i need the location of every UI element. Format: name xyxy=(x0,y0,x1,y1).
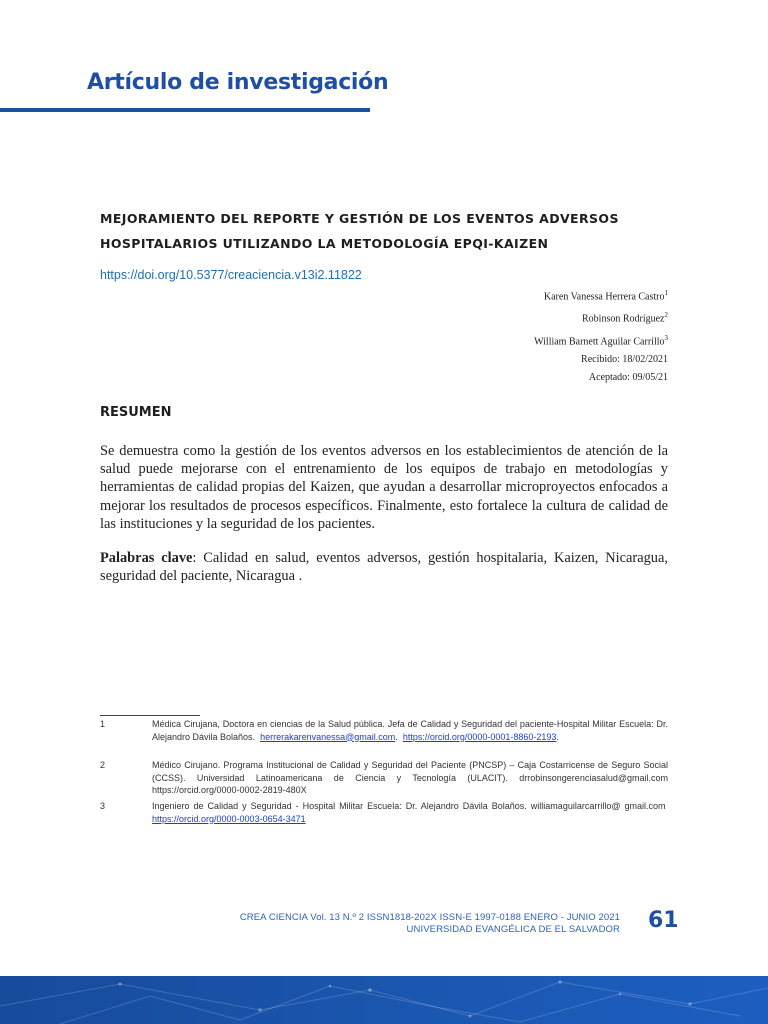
footnote-2: 2 Médico Cirujano. Programa Institucional de Calidad y Seguridad del Paciente (PNCSP) – Caja Costarricense de Seguro Social (CCSS). Universidad Latinoamericana de Ciencia y Tecnología (ULACIT). drrobinsongerenciasalud@gmail.com https://orcid.org/0000-0002-2819-480X xyxy=(100,760,668,795)
footer-band xyxy=(0,976,768,1024)
article-title-line-1: MEJORAMIENTO DEL REPORTE Y GESTIÓN DE LOS EVENTOS ADVERSOS xyxy=(100,211,619,226)
network-pattern-decoration xyxy=(0,976,768,1024)
accepted-date: Aceptado: 09/05/21 xyxy=(588,371,668,383)
page-number: 61 xyxy=(648,908,679,933)
doi-link[interactable]: https://doi.org/10.5377/creaciencia.v13i2.11822 xyxy=(100,268,362,282)
received-date: Recibido: 18/02/2021 xyxy=(581,353,668,365)
article-title xyxy=(100,206,660,256)
article-title-line-2: HOSPITALARIOS UTILIZANDO LA METODOLOGÍA EPQI-KAIZEN xyxy=(100,236,549,251)
footnote-3-orcid-link[interactable]: https://orcid.org/0000-0003-0654-3471 xyxy=(152,813,306,824)
keywords-label: Palabras clave xyxy=(100,550,193,566)
abstract-text: Se demuestra como la gestión de los eventos adversos en los establecimientos de atención de la salud puede mejorarse con el entrenamiento de los equipos de trabajo en metodologías y herramientas de calidad propias del Kaizen, que ayudan a desarrollar microproyectos enfocados a mejorar los resultados de procesos específicos. Finalmente, esto fortalece la cultura de calidad de las instituciones y la seguridad de los pacientes. xyxy=(100,443,668,532)
footnote-1: 1 Médica Cirujana, Doctora en ciencias de la Salud pública. Jefa de Calidad y Seguridad del paciente-Hospital Militar Escuela: Dr. Alejandro Dávila Bolaños. herrerakarenvanessa@gmail.com. https://orcid.org/0000-0001-8860-2193. xyxy=(100,719,668,742)
author-3: William Barnett Aguilar Carrillo$^3$ xyxy=(534,333,668,347)
footnote-divider xyxy=(100,715,200,716)
journal-citation: CREA CIENCIA Vol. 13 N.º 2 ISSN1818-202X ISSN-E 1997-0188 ENERO - JUNIO 2021 xyxy=(239,912,620,923)
keywords-list: : Calidad en salud, eventos adversos, gestión hospitalaria, Kaizen, Nicaragua, seguridad del paciente, Nicaragua . xyxy=(100,550,668,585)
keywords xyxy=(100,549,668,585)
footnote-3: 3 Ingeniero de Calidad y Seguridad - Hospital Militar Escuela: Dr. Alejandro Dávila Bolaños. williamaguilarcarrillo@ gmail.com https://orcid.org/0000-0003-0654-3471 xyxy=(100,801,666,824)
section-title: Artículo de investigación xyxy=(87,70,389,95)
author-1: Karen Vanessa Herrera Castro$^1$ xyxy=(543,289,668,303)
footnote-1-orcid-link[interactable]: https://orcid.org/0000-0001-8860-2193 xyxy=(402,731,557,742)
journal-info xyxy=(240,912,620,936)
abstract-heading: RESUMEN xyxy=(100,405,172,420)
author-2: Robinson Rodríguez$^2$ xyxy=(582,311,668,325)
section-title-underline xyxy=(0,108,370,112)
footnote-1-email-link[interactable]: herrerakarenvanessa@gmail.com xyxy=(260,731,396,742)
journal-university: UNIVERSIDAD EVANGÉLICA DE EL SALVADOR xyxy=(406,924,620,935)
author-block xyxy=(534,284,668,387)
